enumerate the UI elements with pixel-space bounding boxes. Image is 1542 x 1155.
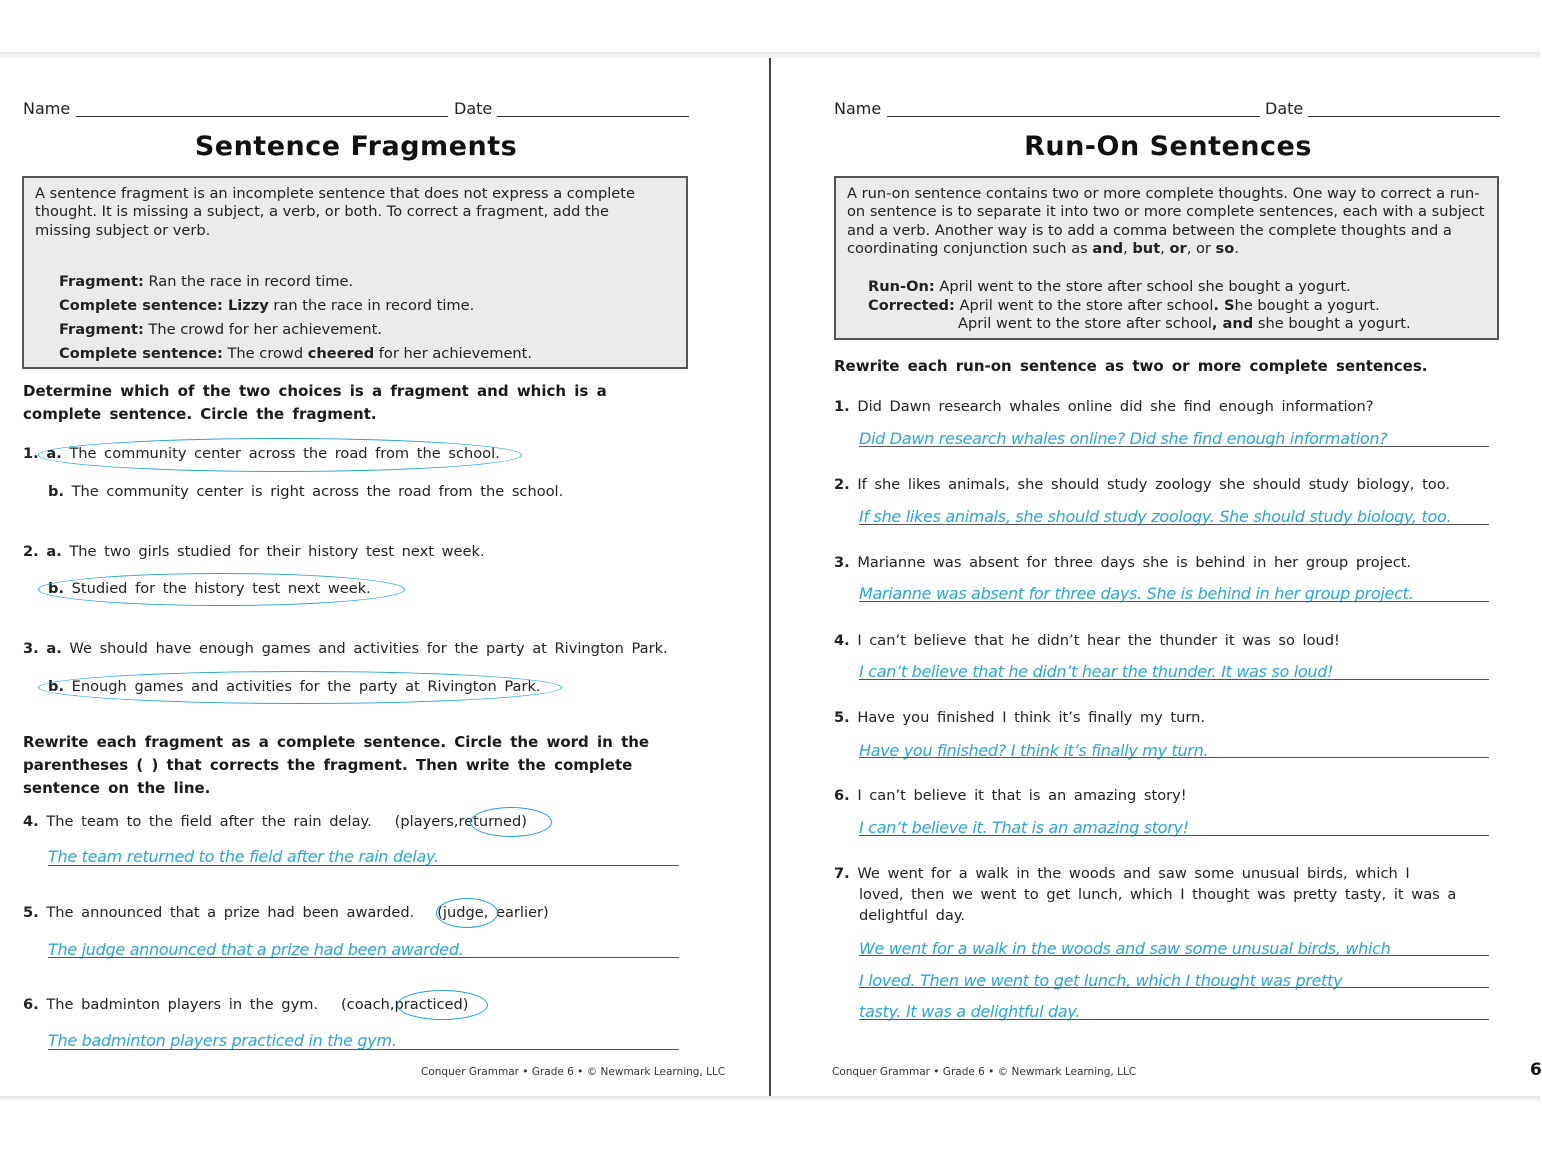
answer-line-4[interactable]: [48, 865, 679, 866]
rewrite-item-6: 6. The badminton players in the gym. (coach,practiced): [23, 996, 469, 1013]
page-number: 6: [1530, 1060, 1542, 1080]
instructions-rewrite-fragment: Rewrite each fragment as a complete sentence. Circle the word in the parentheses ( ) that corrects the fragment. Then write the complete sentence on the line.: [23, 733, 650, 797]
run-on-item-2: 2. If she likes animals, she should study zoology she should study biology, too.: [834, 476, 1451, 493]
run-on-item-7-line-1: 7. We went for a walk in the woods and saw some unusual birds, which I: [834, 865, 1410, 882]
date-line[interactable]: [1308, 116, 1500, 117]
word-circle-6: [397, 990, 488, 1020]
answer-1: Did Dawn research whales online? Did she find enough information?: [859, 429, 1388, 448]
page-title: Sentence Fragments: [194, 131, 518, 162]
answer-line-7a[interactable]: [859, 955, 1489, 956]
fragment-circle-1: [38, 438, 522, 472]
answer-line-6[interactable]: [859, 835, 1489, 836]
example-corrected-1: Corrected: April went to the store after school. She bought a yogurt.: [868, 297, 1380, 314]
bottom-edge-shadow: [0, 1096, 1540, 1102]
answer-line-7c[interactable]: [859, 1019, 1489, 1020]
name-line[interactable]: [887, 116, 1260, 117]
answer-line-1[interactable]: [859, 446, 1489, 447]
answer-2: If she likes animals, she should study zoology. She should study biology, too.: [859, 507, 1452, 526]
example-fragment-2: Fragment: The crowd for her achievement.: [59, 321, 382, 338]
name-line[interactable]: [76, 116, 448, 117]
answer-5: The judge announced that a prize had been awarded.: [48, 940, 464, 959]
answer-4: I can’t believe that he didn’t hear the thunder. It was so loud!: [859, 662, 1334, 681]
answer-7-line-1: We went for a walk in the woods and saw some unusual birds, which: [859, 939, 1391, 958]
instructions-circle-fragment: Determine which of the two choices is a fragment and which is a complete sentence. Circle the fragment.: [23, 382, 607, 423]
definition-box: [22, 176, 688, 369]
example-complete-2: Complete sentence: The crowd cheered for her achievement.: [59, 345, 533, 362]
answer-line-5[interactable]: [48, 957, 679, 958]
choice-3b: b. Enough games and activities for the party at Rivington Park.: [48, 678, 541, 695]
fragment-circle-3: [38, 671, 562, 704]
answer-line-4[interactable]: [859, 679, 1489, 680]
word-circle-4: [470, 807, 552, 837]
run-on-item-7-line-2: loved, then we went to get lunch, which I thought was pretty tasty, it was a: [859, 886, 1457, 903]
answer-6: The badminton players practiced in the gym.: [48, 1031, 397, 1050]
example-run-on: Run-On: April went to the store after school she bought a yogurt.: [868, 278, 1351, 295]
name-label: Name: [834, 99, 882, 118]
footer-credit: Conquer Grammar • Grade 6 • © Newmark Learning, LLC: [421, 1066, 726, 1078]
answer-line-7b[interactable]: [859, 987, 1489, 988]
word-circle-5: [436, 898, 498, 928]
choice-2b: b. Studied for the history test next week.: [48, 580, 371, 597]
example-complete-1: Complete sentence: Lizzy ran the race in record time.: [59, 297, 475, 314]
answer-4: The team returned to the field after the rain delay.: [48, 847, 439, 866]
definition-box: [834, 176, 1499, 340]
run-on-item-3: 3. Marianne was absent for three days she is behind in her group project.: [834, 554, 1412, 571]
answer-7-line-3: tasty. It was a delightful day.: [859, 1002, 1081, 1021]
choice-3a: 3. a. We should have enough games and activities for the party at Rivington Park.: [23, 640, 668, 657]
date-line[interactable]: [497, 116, 689, 117]
answer-5: Have you finished? I think it’s finally my turn.: [859, 741, 1209, 760]
run-on-item-7-line-3: delightful day.: [859, 907, 966, 924]
date-label: Date: [1265, 99, 1304, 118]
run-on-item-5: 5. Have you finished I think it’s finally my turn.: [834, 709, 1206, 726]
choice-1a: 1. a. The community center across the road from the school.: [23, 445, 500, 462]
name-label: Name: [23, 99, 71, 118]
answer-3: Marianne was absent for three days. She is behind in her group project.: [859, 584, 1414, 603]
answer-line-3[interactable]: [859, 601, 1489, 602]
run-on-item-6: 6. I can’t believe it that is an amazing story!: [834, 787, 1187, 804]
answer-line-5[interactable]: [859, 757, 1489, 758]
answer-line-6[interactable]: [48, 1049, 679, 1050]
run-on-item-4: 4. I can’t believe that he didn’t hear the thunder it was so loud!: [834, 632, 1340, 649]
answer-7-line-2: I loved. Then we went to get lunch, which I thought was pretty: [859, 971, 1343, 990]
instructions-rewrite-run-on: Rewrite each run-on sentence as two or more complete sentences.: [834, 357, 1428, 375]
footer-credit: Conquer Grammar • Grade 6 • © Newmark Learning, LLC: [832, 1066, 1137, 1078]
example-corrected-2: April went to the store after school, and she bought a yogurt.: [958, 315, 1411, 332]
choice-2a: 2. a. The two girls studied for their history test next week.: [23, 543, 485, 560]
answer-6: I can’t believe it. That is an amazing story!: [859, 818, 1189, 837]
definition-text: A sentence fragment is an incomplete sentence that does not express a complete thought. It is missing a subject, a verb, or both. To correct a fragment, add the missing subject or verb.: [35, 185, 635, 239]
rewrite-item-4: 4. The team to the field after the rain delay. (players,returned): [23, 813, 527, 830]
definition-text: A run-on sentence contains two or more complete thoughts. One way to correct a run-on sentence is to separate it into two or more complete sentences, each with a subject and a verb. Another way is to add a comma between the complete thoughts and a coordinating conjunction such as and, but, or, or so.: [847, 185, 1485, 258]
date-label: Date: [454, 99, 493, 118]
run-on-item-1: 1. Did Dawn research whales online did she find enough information?: [834, 398, 1374, 415]
fragment-circle-2: [38, 573, 405, 606]
answer-line-2[interactable]: [859, 524, 1489, 525]
left-worksheet-page: [0, 58, 770, 1096]
right-worksheet-page: [771, 58, 1540, 1096]
rewrite-item-5: 5. The announced that a prize had been awarded. (judge, earlier): [23, 904, 549, 921]
example-fragment-1: Fragment: Ran the race in record time.: [59, 273, 354, 290]
page-title: Run-On Sentences: [1024, 131, 1312, 162]
choice-1b: b. The community center is right across the road from the school.: [48, 483, 564, 500]
